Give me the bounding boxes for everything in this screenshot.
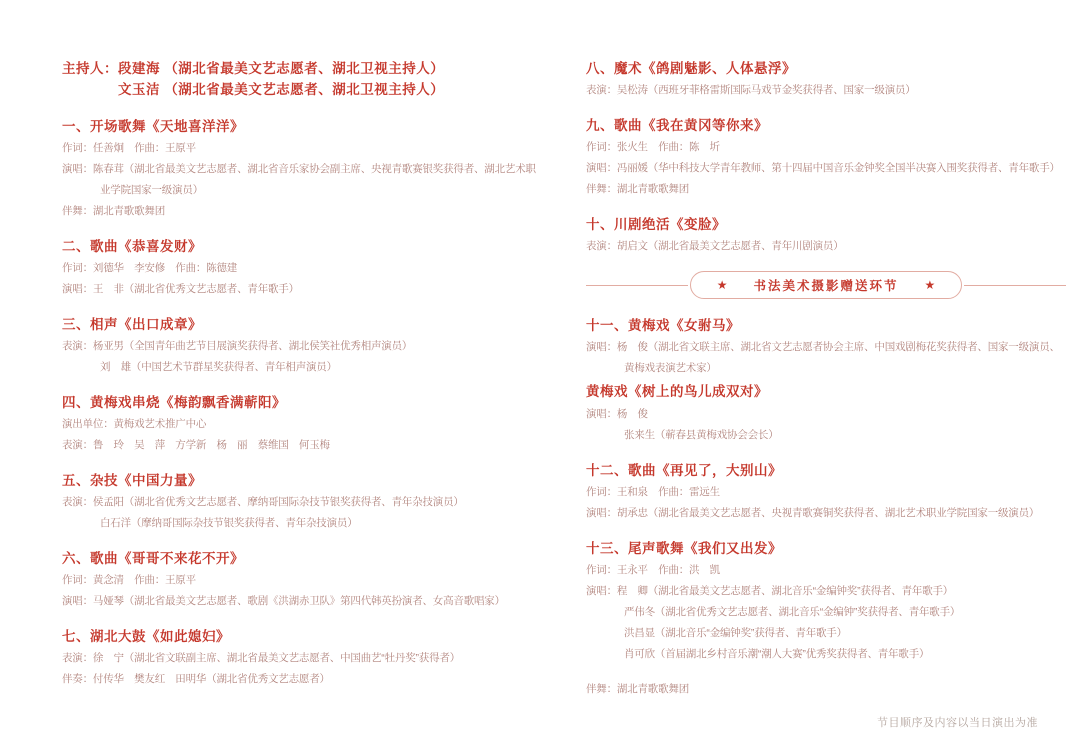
program-detail-line: 表演：徐 宁（湖北省文联副主席、湖北省最美文艺志愿者、中国曲艺“牡丹奖”获得者） (62, 652, 460, 664)
program-item-title: 二、歌曲《恭喜发财》 (62, 239, 202, 254)
program-item-title: 九、歌曲《我在黄冈等你来》 (586, 118, 768, 133)
program-item-title: 五、杂技《中国力量》 (62, 473, 202, 488)
divider-pill (690, 271, 963, 299)
divider-line-left (586, 285, 688, 286)
program-subtitle: 黄梅戏《树上的鸟儿成双对》 (586, 384, 768, 399)
program-detail-line: 作词：张火生 作曲：陈 圻 (586, 141, 720, 153)
footer-note: 节目顺序及内容以当日演出为准 (877, 717, 1038, 729)
program-detail-line: 作词：王和泉 作曲：雷远生 (586, 486, 720, 498)
program-detail-line: 演唱：胡承忠（湖北省最美文艺志愿者、央视青歌赛铜奖获得者、湖北艺术职业学院国家一级演员） (586, 507, 1040, 519)
star-icon: ★ (924, 278, 936, 292)
hosts-block (62, 58, 542, 100)
program-item-title: 七、湖北大鼓《如此媳妇》 (62, 629, 230, 644)
program-item (62, 626, 542, 690)
program-detail-line: 伴舞：湖北青歌歌舞团 (62, 205, 165, 217)
program-item (62, 548, 542, 612)
program-detail-line: 演唱：马娅琴（湖北省最美文艺志愿者、歌剧《洪湖赤卫队》第四代韩英扮演者、女高音歌唱家） (62, 595, 505, 607)
program-item (586, 214, 1066, 257)
program-item (62, 470, 542, 534)
program-detail-line: 伴舞：湖北青歌歌舞团 (586, 683, 689, 695)
program-item (586, 58, 1066, 101)
divider-label: 书法美术摄影赠送环节 (753, 279, 899, 293)
program-detail-line: 表演：侯孟阳（湖北省优秀文艺志愿者、摩纳哥国际杂技节银奖获得者、青年杂技演员） (62, 496, 464, 508)
program-detail-line: 严伟冬（湖北省优秀文艺志愿者、湖北音乐“金编钟”奖获得者、青年歌手） (624, 606, 961, 618)
program-detail-line: 洪昌显（湖北音乐“金编钟奖”获得者、青年歌手） (624, 627, 847, 639)
right-program-list-top (586, 58, 1066, 257)
program-item (586, 679, 1066, 700)
program-detail-line: 表演：胡启文（湖北省最美文艺志愿者、青年川剧演员） (586, 240, 844, 252)
program-item-title: 十二、歌曲《再见了，大别山》 (586, 463, 782, 478)
program-item-title: 六、歌曲《哥哥不来花不开》 (62, 551, 244, 566)
program-item-title: 十三、尾声歌舞《我们又出发》 (586, 541, 782, 556)
program-item (586, 538, 1066, 665)
program-item-title: 一、开场歌舞《天地喜洋洋》 (62, 119, 244, 134)
program-detail-line: 白石洋（摩纳哥国际杂技节银奖获得者、青年杂技演员） (100, 517, 358, 529)
program-item (62, 116, 542, 222)
program-detail-line: 表演：杨亚男（全国青年曲艺节目展演奖获得者、湖北侯笑社优秀相声演员） (62, 340, 413, 352)
program-detail-line: 演唱：杨 俊（湖北省文联主席、湖北省文艺志愿者协会主席、中国戏剧梅花奖获得者、国家一级演员、黄梅戏表演艺术家） (586, 341, 1060, 374)
program-detail-line: 肖可欣（首届湖北乡村音乐潮“潮人大赛”优秀奖获得者、青年歌手） (624, 648, 930, 660)
program-detail-line: 作词：任善炯 作曲：王原平 (62, 142, 196, 154)
program-detail-line: 演唱：冯丽媛（华中科技大学青年教师、第十四届中国音乐金钟奖全国半决赛入围奖获得者、青年歌手） (586, 162, 1060, 174)
program-detail-line: 刘 雄（中国艺术节群星奖获得者、青年相声演员） (100, 361, 337, 373)
program-detail-line: 表演：吴松涛（西班牙菲格雷斯国际马戏节金奖获得者、国家一级演员） (586, 84, 916, 96)
gift-segment-divider (586, 271, 1066, 299)
program-item (586, 115, 1066, 200)
program-item (62, 236, 542, 300)
program-detail-line: 演唱：王 非（湖北省优秀文艺志愿者、青年歌手） (62, 283, 299, 295)
program-detail-line: 演唱：杨 俊 (586, 408, 648, 420)
program-item-title: 四、黄梅戏串烧《梅韵飘香满蕲阳》 (62, 395, 286, 410)
program-item-title: 三、相声《出口成章》 (62, 317, 202, 332)
program-detail-line: 演唱：程 卿（湖北省最美文艺志愿者、湖北音乐“金编钟奖”获得者、青年歌手） (586, 585, 954, 597)
right-program-list-bottom (586, 315, 1066, 700)
program-detail-line: 演出单位：黄梅戏艺术推广中心 (62, 418, 207, 430)
program-item-title: 八、魔术《鸽剧魅影、人体悬浮》 (586, 61, 796, 76)
program-detail-line: 作词：王永平 作曲：洪 凯 (586, 564, 720, 576)
program-detail-line: 演唱：陈春茸（湖北省最美文艺志愿者、湖北省音乐家协会副主席、央视青歌赛银奖获得者、湖北艺术职业学院国家一级演员） (62, 163, 536, 196)
program-item (586, 315, 1066, 446)
program-item (586, 460, 1066, 524)
host-line: 文玉洁 （湖北省最美文艺志愿者、湖北卫视主持人） (118, 82, 445, 97)
program-detail-line: 伴舞：湖北青歌歌舞团 (586, 183, 689, 195)
program-item-title: 十一、黄梅戏《女驸马》 (586, 318, 740, 333)
host-line: 主持人：段建海 （湖北省最美文艺志愿者、湖北卫视主持人） (62, 61, 445, 76)
program-item-title: 十、川剧绝活《变脸》 (586, 217, 726, 232)
program-detail-line: 作词：刘德华 李安修 作曲：陈德建 (62, 262, 238, 274)
program-detail-line: 伴奏：付传华 樊友红 田明华（湖北省优秀文艺志愿者） (62, 673, 330, 685)
program-detail-line: 张来生（蕲春县黄梅戏协会会长） (624, 429, 779, 441)
program-detail-line: 表演：鲁 玲 吴 萍 方学新 杨 丽 蔡维国 何玉梅 (62, 439, 330, 451)
program-item (62, 314, 542, 378)
star-icon: ★ (716, 278, 728, 292)
program-detail-line: 作词：黄念清 作曲：王原平 (62, 574, 196, 586)
left-program-list (62, 116, 542, 690)
right-column (586, 58, 1066, 737)
program-item (62, 392, 542, 456)
divider-line-right (964, 285, 1066, 286)
left-column (62, 58, 542, 737)
